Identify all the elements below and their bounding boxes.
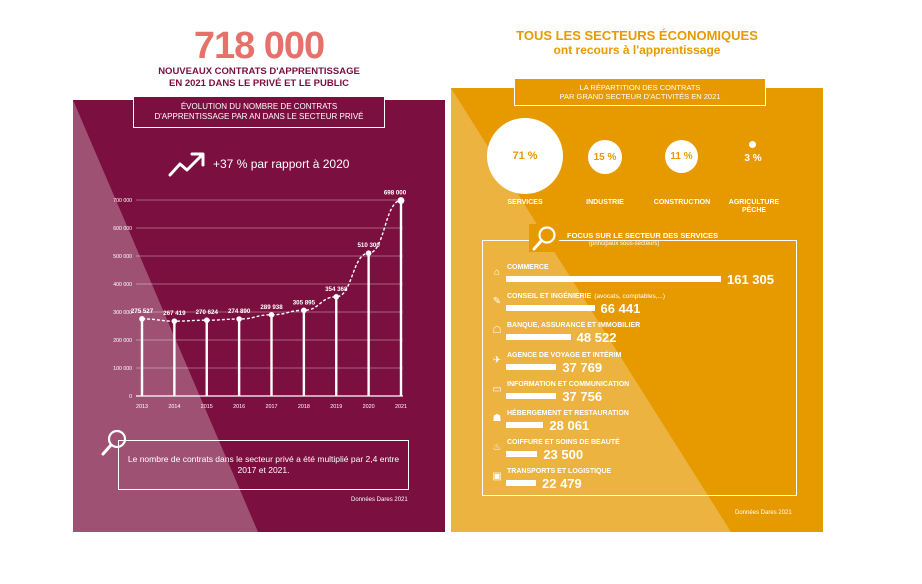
y-tick-label: 0: [129, 394, 132, 400]
bus-icon: ▣: [492, 471, 502, 483]
service-bar: [506, 334, 571, 340]
y-tick-label: 200 000: [113, 338, 132, 344]
data-label: 267 419: [163, 310, 186, 318]
data-point: [236, 316, 242, 322]
sector-title-line-1: LA RÉPARTITION DES CONTRATS: [579, 83, 701, 92]
x-tick-label: 2021: [395, 404, 407, 410]
service-value: 161 305: [727, 272, 774, 287]
x-tick-label: 2020: [362, 404, 375, 410]
focus-subtitle: (principaux sous-secteurs): [589, 241, 660, 247]
service-value: 28 061: [549, 418, 590, 433]
focus-magnifier-icon: [529, 224, 559, 252]
data-label: 698 000: [383, 190, 407, 197]
document-icon: ✎: [492, 296, 502, 308]
y-tick-label: 400 000: [113, 282, 132, 288]
service-name: COMMERCE: [507, 264, 549, 271]
sector-label-services: SERVICES: [507, 199, 543, 206]
data-point: [172, 318, 178, 324]
y-tick-label: 300 000: [113, 310, 132, 316]
sector-title-line-2: PAR GRAND SECTEUR D'ACTIVITÉS EN 2021: [559, 92, 721, 101]
chart-title-box: [133, 96, 385, 128]
service-label: [507, 352, 621, 359]
service-bar: [506, 364, 556, 370]
y-axis-ticks: [113, 198, 132, 400]
subtitle-line-1: NOUVEAUX CONTRATS D'APPRENTISSAGE: [158, 66, 360, 77]
service-label: [507, 293, 665, 300]
x-tick-label: 2017: [265, 404, 278, 410]
right-subtitle: ont recours à l'apprentissage: [553, 43, 721, 57]
contracts-line-chart: [100, 190, 420, 422]
service-label: [507, 468, 611, 475]
data-point: [204, 317, 210, 323]
service-value: 23 500: [543, 447, 584, 463]
y-tick-label: 600 000: [113, 226, 132, 232]
service-value: 48 522: [576, 330, 617, 346]
x-tick-label: 2015: [200, 404, 213, 410]
chart-title-line-1: ÉVOLUTION DU NOMBRE DE CONTRATS: [180, 102, 338, 111]
x-tick-label: 2014: [168, 404, 181, 410]
laptop-icon: ▭: [492, 383, 502, 395]
service-name: COIFFURE ET SOINS DE BEAUTÉ: [507, 439, 620, 447]
total-contracts-number: 718 000: [193, 25, 325, 67]
sector-circle-services: 71 %: [487, 118, 563, 194]
data-label: 305 895: [292, 299, 316, 307]
right-source: Données Dares 2021: [735, 510, 792, 516]
service-bar: [506, 422, 543, 428]
focus-title: FOCUS SUR LE SECTEUR DES SERVICES: [563, 231, 722, 240]
service-name: CONSEIL ET INGÉNIERIE: [507, 293, 592, 301]
data-point: [301, 308, 307, 314]
service-bar: [506, 480, 536, 486]
service-name: AGENCE DE VOYAGE ET INTÉRIM: [507, 351, 622, 359]
service-label: [507, 381, 629, 388]
y-tick-label: 100 000: [113, 366, 132, 372]
sector-title-box: [514, 78, 766, 106]
data-label: 275 527: [130, 307, 154, 315]
sector-circle-agriculture: [749, 141, 756, 148]
data-label: 270 624: [195, 309, 218, 317]
bank-icon: ☖: [492, 325, 502, 337]
chart-grid: [136, 200, 403, 396]
chart-stems: [142, 201, 401, 396]
service-label: [507, 439, 620, 446]
x-tick-label: 2013: [136, 404, 148, 410]
service-label: [507, 264, 549, 271]
data-label: 274 890: [227, 308, 251, 316]
total-contracts-subtitle: [73, 66, 445, 90]
data-point: [398, 197, 405, 204]
shop-icon: ⌂: [493, 267, 501, 278]
y-tick-label: 500 000: [113, 254, 132, 260]
right-title: TOUS LES SECTEURS ÉCONOMIQUES: [516, 28, 758, 43]
growth-text: +37 % par rapport à 2020: [213, 157, 350, 171]
data-point: [269, 312, 275, 318]
service-bar: [506, 451, 537, 457]
service-detail: (avocats, comptables,...): [594, 293, 666, 301]
left-source: Données Dares 2021: [351, 497, 408, 503]
service-bar: [506, 305, 595, 311]
data-label: 354 368: [325, 285, 348, 293]
chart-title-line-2: D'APPRENTISSAGE PAR AN DANS LE SECTEUR PRIVÉ: [154, 112, 364, 121]
x-tick-label: 2018: [297, 404, 310, 410]
hairdryer-icon: ♨: [492, 442, 502, 454]
x-tick-label: 2019: [330, 404, 343, 410]
service-name: INFORMATION ET COMMUNICATION: [507, 380, 630, 388]
sector-circle-construction: 11 %: [665, 140, 698, 173]
service-label: [507, 410, 629, 417]
sector-circle-industry: 15 %: [588, 140, 622, 174]
service-value: 66 441: [600, 301, 641, 317]
plane-icon: ✈: [492, 354, 502, 366]
x-tick-label: 2016: [233, 404, 246, 410]
service-name: BANQUE, ASSURANCE ET IMMOBILIER: [507, 322, 641, 330]
service-name: HÉBERGEMENT ET RESTAURATION: [507, 410, 629, 417]
service-name: TRANSPORTS ET LOGISTIQUE: [507, 468, 612, 476]
sector-pct-agriculture: 3 %: [744, 153, 762, 164]
note-box: Le nombre de contrats dans le secteur privé a été multiplié par 2,4 entre 2017 et 2021.: [118, 440, 409, 490]
service-label: [507, 322, 640, 329]
x-axis-ticks: [136, 404, 407, 410]
data-point: [139, 316, 145, 322]
service-value: 22 479: [542, 476, 582, 492]
bed-icon: ☗: [492, 413, 502, 424]
service-bar: [506, 393, 556, 399]
y-tick-label: 700 000: [113, 198, 132, 204]
subtitle-line-2: EN 2021 DANS LE PRIVÉ ET LE PUBLIC: [168, 78, 349, 89]
sector-label-industry: INDUSTRIE: [586, 199, 624, 206]
sector-label-agriculture: AGRICULTURE PÊCHE: [728, 199, 780, 214]
service-value: 37 756: [562, 388, 603, 404]
trend-arrow-icon: [168, 150, 208, 178]
data-point: [333, 294, 339, 300]
data-label: 510 300: [357, 242, 380, 250]
service-value: 37 769: [562, 359, 603, 375]
data-label: 289 938: [260, 303, 283, 311]
sector-label-construction: CONSTRUCTION: [653, 199, 711, 206]
data-point: [366, 250, 372, 256]
service-bar: [506, 276, 721, 282]
